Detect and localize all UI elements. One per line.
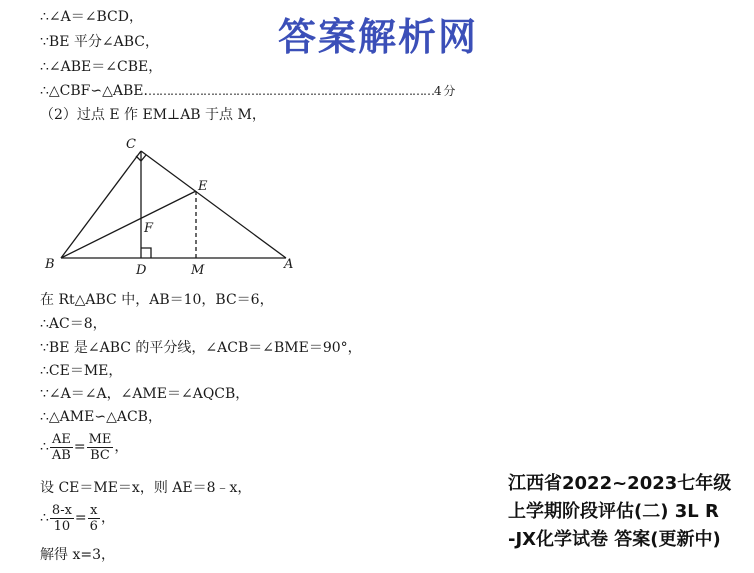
numerator-ae: AE (50, 432, 73, 448)
label-E: E (198, 179, 208, 194)
denominator-6: 6 (89, 518, 98, 534)
denominator-10: 10 (53, 518, 71, 534)
proof-line-4 (40, 82, 454, 100)
proof-line-8: ∵BE 是∠ABC 的平分线，∠ACB＝∠BME＝90°， (40, 340, 362, 356)
exam-title-overlay (508, 470, 754, 554)
proof-line-4-text: ∴△CBF∽△ABE. (40, 83, 148, 99)
label-M: M (191, 263, 205, 278)
numerator-x: x (88, 503, 100, 519)
label-B: B (45, 257, 55, 272)
proof-line-15: 解得 x=3， (40, 547, 115, 563)
therefore-symbol: ∴ (40, 439, 49, 455)
comma: ， (100, 510, 115, 526)
geometry-figure (40, 132, 310, 280)
proof-line-7: ∴AC＝8， (40, 316, 107, 332)
fraction-8-minus-x-over-10 (50, 503, 74, 534)
therefore-symbol: ∴ (40, 510, 49, 526)
fraction-me-bc (87, 432, 114, 463)
equals-sign: = (74, 510, 87, 526)
overlay-line-3: -JX化学试卷 答案(更新中) (508, 529, 721, 550)
proof-line-13: 设 CE＝ME＝x，则 AE＝8﹣x， (40, 480, 252, 496)
overlay-line-2: 上学期阶段评估(二) 3L R (508, 501, 719, 522)
proportion-line (40, 430, 128, 464)
denominator-bc: BC (90, 447, 110, 463)
segment-CA (141, 151, 286, 258)
score-dots: ……………………………………………………………………4 分 (147, 84, 455, 98)
proof-line-10: ∵∠A＝∠A，∠AME＝∠AQCB， (40, 386, 250, 402)
segment-BC (61, 151, 141, 258)
numerator-8-minus-x: 8-x (51, 502, 72, 518)
proof-line-11: ∴△AME∽△ACB， (40, 409, 162, 425)
segment-BE (61, 191, 196, 258)
equals-sign: = (73, 439, 86, 455)
proof-line-6: 在 Rt△ABC 中，AB＝10，BC＝6， (40, 292, 274, 308)
part-2-heading: （2）过点 E 作 EM⊥AB 于点 M， (40, 107, 266, 123)
overlay-line-1: 江西省2022~2023七年级 (508, 473, 732, 494)
proof-line-3: ∴∠ABE＝∠CBE， (40, 59, 163, 75)
label-D: D (136, 263, 147, 278)
watermark-title: 答案解析网 (278, 15, 479, 59)
label-F: F (144, 221, 154, 236)
denominator-ab: AB (51, 447, 71, 463)
proof-line-2: ∵BE 平分∠ABC， (40, 34, 159, 50)
equation-line (40, 501, 115, 535)
fraction-ae-ab (50, 432, 73, 463)
label-C: C (126, 137, 136, 152)
proof-line-1: ∴∠A＝∠BCD， (40, 9, 143, 25)
label-A: A (284, 257, 294, 272)
fraction-x-over-6 (88, 503, 100, 534)
comma: ， (114, 439, 129, 455)
right-angle-mark-D (141, 248, 151, 258)
numerator-me: ME (88, 431, 112, 447)
proof-line-9: ∴CE＝ME， (40, 363, 123, 379)
